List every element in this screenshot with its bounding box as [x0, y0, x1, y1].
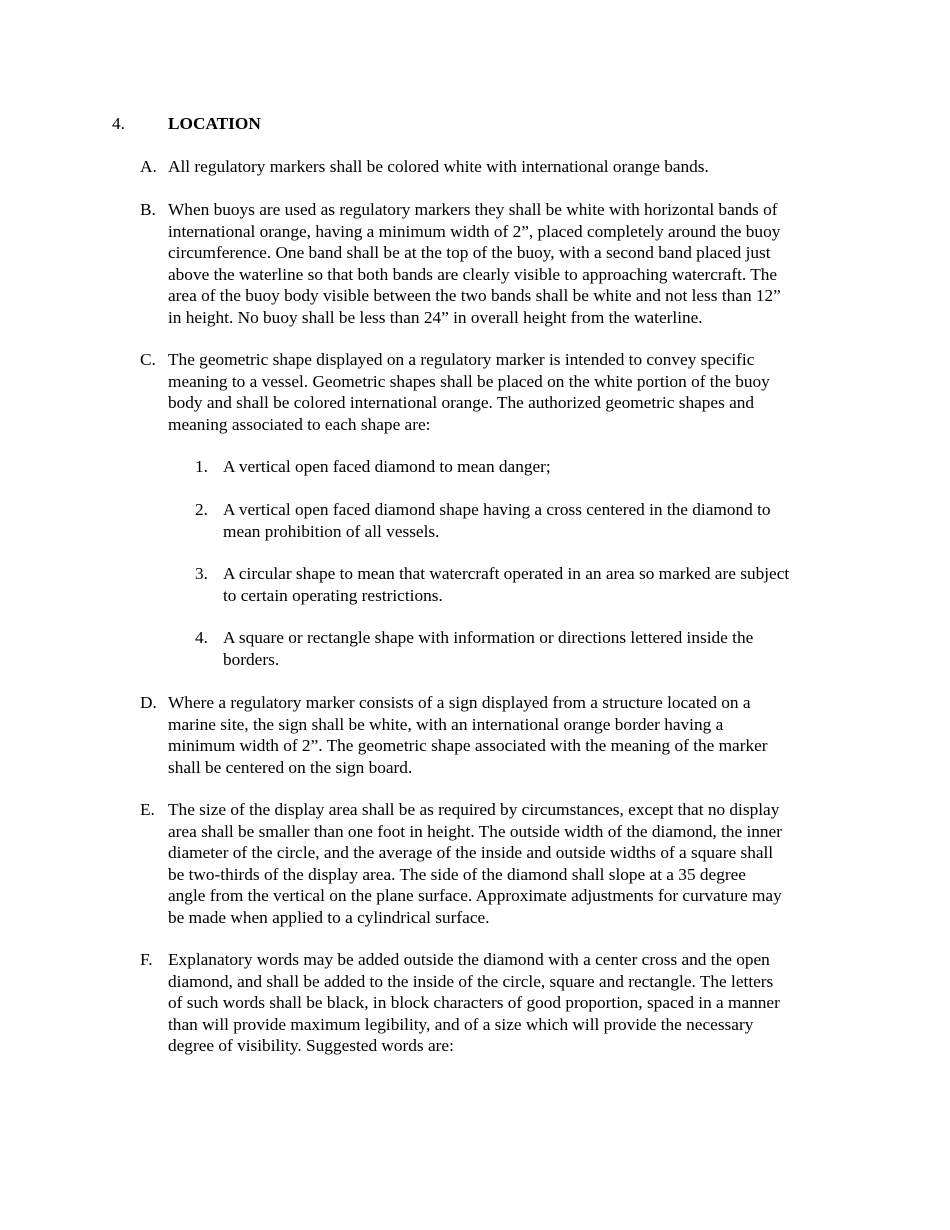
- text-line: mean prohibition of all vessels.: [223, 521, 440, 541]
- text-line: A square or rectangle shape with information or directions lettered inside the: [223, 628, 754, 647]
- text-line: marine site, the sign shall be white, with an international orange border having a: [168, 714, 724, 734]
- paragraph-text: [168, 199, 840, 329]
- shape-text: [223, 456, 843, 478]
- text-line: angle from the vertical on the plane surface. Approximate adjustments for curvature may: [168, 886, 782, 906]
- text-line: When buoys are used as regulatory markers they shall be white with horizontal bands of: [168, 200, 778, 219]
- text-line: above the waterline so that both bands are clearly visible to approaching watercraft. The: [168, 264, 778, 284]
- section-number: 4.: [112, 114, 125, 133]
- text-line: borders.: [223, 649, 280, 669]
- paragraph-text: [168, 156, 840, 178]
- text-line: meaning associated to each shape are:: [168, 414, 431, 434]
- text-line: in height. No buoy shall be less than 24” in overall height from the waterline.: [168, 307, 703, 327]
- text-line: A circular shape to mean that watercraft operated in an area so marked are subject: [223, 564, 790, 583]
- paragraph-text: [168, 799, 840, 929]
- shape-number: 3.: [195, 564, 208, 583]
- text-line: Explanatory words may be added outside the diamond with a center cross and the open: [168, 950, 770, 969]
- text-line: of such words shall be black, in block characters of good proportion, spaced in a manner: [168, 993, 780, 1013]
- text-line: A vertical open faced diamond shape having a cross centered in the diamond to: [223, 500, 771, 519]
- text-line: to certain operating restrictions.: [223, 585, 443, 605]
- text-line: circumference. One band shall be at the top of the buoy, with a second band placed just: [168, 243, 771, 263]
- paragraph-letter: C.: [140, 350, 156, 369]
- shape-text: [223, 499, 843, 542]
- text-line: area of the buoy body visible between the two bands shall be white and not less than 12”: [168, 286, 781, 306]
- section-title: LOCATION: [168, 114, 261, 133]
- paragraph-text: [168, 692, 840, 778]
- paragraph-letter: E.: [140, 800, 155, 819]
- text-line: be made when applied to a cylindrical surface.: [168, 907, 490, 927]
- text-line: degree of visibility. Suggested words are:: [168, 1036, 454, 1056]
- text-line: meaning to a vessel. Geometric shapes shall be placed on the white portion of the buoy: [168, 371, 770, 391]
- text-line: diamond, and shall be added to the inside of the circle, square and rectangle. The letters: [168, 971, 774, 991]
- text-line: The size of the display area shall be as required by circumstances, except that no display: [168, 800, 780, 819]
- shape-number: 2.: [195, 500, 208, 519]
- text-line: minimum width of 2”. The geometric shape associated with the meaning of the marker: [168, 736, 768, 756]
- paragraph-letter: F.: [140, 950, 153, 969]
- text-line: Where a regulatory marker consists of a sign displayed from a structure located on a: [168, 693, 751, 712]
- text-line: The geometric shape displayed on a regulatory marker is intended to convey specific: [168, 350, 755, 369]
- text-line: area shall be smaller than one foot in height. The outside width of the diamond, the inner: [168, 821, 782, 841]
- paragraph-letter: A.: [140, 157, 157, 176]
- text-line: be two-thirds of the display area. The side of the diamond shall slope at a 35 degree: [168, 864, 746, 884]
- text-line: diameter of the circle, and the average of the inside and outside widths of a square shall: [168, 843, 774, 863]
- text-line: shall be centered on the sign board.: [168, 757, 413, 777]
- text-line: All regulatory markers shall be colored white with international orange bands.: [168, 157, 709, 176]
- text-line: than will provide maximum legibility, and of a size which will provide the necessary: [168, 1014, 754, 1034]
- paragraph-text: [168, 949, 840, 1057]
- shape-text: [223, 563, 843, 606]
- paragraph-letter: D.: [140, 693, 157, 712]
- paragraph-text: [168, 349, 840, 435]
- shape-number: 1.: [195, 457, 208, 476]
- shape-number: 4.: [195, 628, 208, 647]
- text-line: international orange, having a minimum width of 2”, placed completely around the buoy: [168, 221, 781, 241]
- text-line: body and shall be colored international orange. The authorized geometric shapes and: [168, 393, 755, 413]
- shape-text: [223, 627, 843, 670]
- paragraph-letter: B.: [140, 200, 156, 219]
- text-line: A vertical open faced diamond to mean danger;: [223, 457, 551, 476]
